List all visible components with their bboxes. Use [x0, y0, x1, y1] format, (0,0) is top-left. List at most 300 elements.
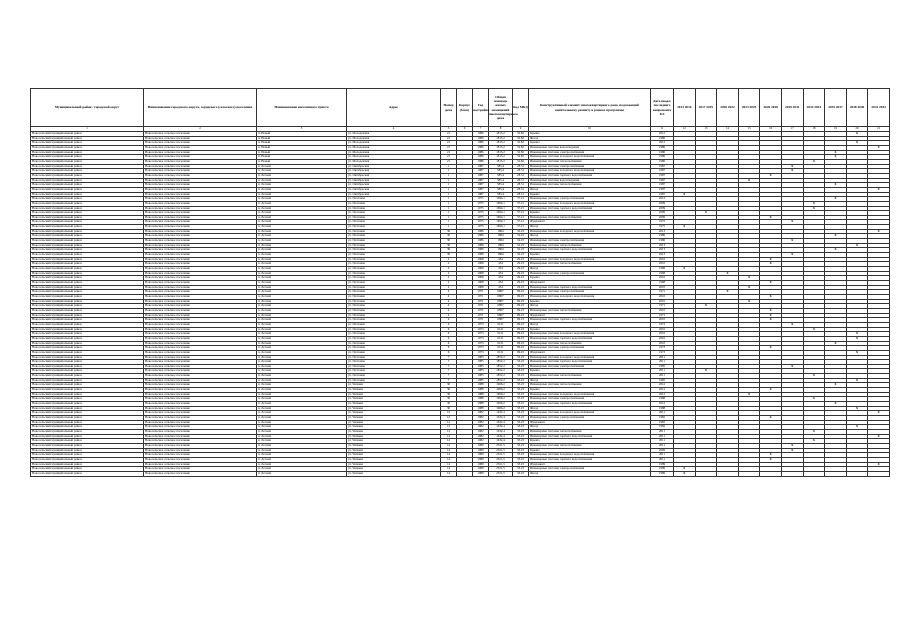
table-cell: Новосельский муниципальный район	[31, 169, 144, 174]
table-cell: Новосельский муниципальный район	[31, 453, 144, 458]
period-cell	[760, 471, 782, 476]
table-cell: 7	[441, 374, 457, 379]
table-cell: Новосельское сельское поселение	[144, 155, 257, 160]
table-cell: 6	[441, 350, 457, 355]
table-cell: 1989	[473, 453, 489, 458]
table-cell: ул. Молодежная	[347, 155, 441, 160]
column-header: Адрес	[347, 89, 441, 127]
table-cell: 2321,5	[489, 448, 513, 453]
table-cell: Инженерные системы холодного водоснабжения	[529, 229, 651, 234]
column-header: 2035 2037	[825, 89, 847, 127]
table-cell: 2	[441, 276, 457, 281]
table-cell: 2012	[651, 383, 674, 388]
table-cell: 30	[441, 243, 457, 248]
period-cell	[846, 471, 868, 476]
table-cell: 33.23	[513, 425, 529, 430]
column-header: Номер дома	[441, 89, 457, 127]
table-cell: Крыша	[529, 448, 651, 453]
table-cell: Новосельское сельское поселение	[144, 364, 257, 369]
table-cell: 1987	[473, 169, 489, 174]
header-row	[31, 89, 890, 127]
table-cell: 1971	[473, 313, 489, 318]
table-cell: Новосельское сельское поселение	[144, 406, 257, 411]
table-cell: ул. Чапаева	[347, 388, 441, 393]
table-cell: 1973	[473, 327, 489, 332]
table-cell: Инженерные системы теплоснабжения	[529, 341, 651, 346]
column-number: 12	[674, 127, 696, 132]
table-cell: Инженерные системы теплоснабжения	[529, 430, 651, 435]
table-cell: 1986	[473, 243, 489, 248]
table-cell: Новосельский муниципальный район	[31, 220, 144, 225]
period-cell: X	[846, 350, 868, 355]
table-cell: 1968	[473, 271, 489, 276]
table-cell: ул. Почтовая	[347, 234, 441, 239]
column-header: Наименование городского округа, городского (сельского) поселения	[144, 89, 257, 127]
column-number: 14	[717, 127, 739, 132]
table-cell: ул. Почтовая	[347, 350, 441, 355]
table-cell: 1975	[473, 201, 489, 206]
period-cell: X	[760, 308, 782, 313]
table-cell: 1986	[473, 136, 489, 141]
table-cell: 2010	[651, 336, 674, 341]
table-cell: 1815,2	[489, 132, 513, 137]
table-cell: Новосельский муниципальный район	[31, 467, 144, 472]
period-cell: X	[825, 248, 847, 253]
period-cell: X	[825, 150, 847, 155]
table-cell: п. Лесной	[257, 173, 347, 178]
period-cell: X	[781, 169, 803, 174]
table-cell: 1973	[473, 341, 489, 346]
table-cell: 09.23	[513, 318, 529, 323]
period-cell: X	[868, 411, 890, 416]
table-cell: 1966,2	[489, 388, 513, 393]
table-cell: Новосельское сельское поселение	[144, 434, 257, 439]
table-cell: п. Лесной	[257, 234, 347, 239]
table-cell: 6	[441, 346, 457, 351]
table-cell: 2012	[651, 197, 674, 202]
table-cell: п. Лесной	[257, 225, 347, 230]
table-cell: 2012	[651, 402, 674, 407]
table-cell: Новосельское сельское поселение	[144, 471, 257, 476]
table-cell: 1986	[651, 150, 674, 155]
table-cell: п. Лесной	[257, 281, 347, 286]
table-cell: 37.21	[513, 197, 529, 202]
table-cell: 6121	[489, 327, 513, 332]
column-number: 13	[695, 127, 717, 132]
table-cell: 28.31	[513, 178, 529, 183]
table-cell: Новосельское сельское поселение	[144, 439, 257, 444]
table-cell: 1982	[473, 420, 489, 425]
table-cell: Новосельский муниципальный район	[31, 457, 144, 462]
table-cell: Новосельское сельское поселение	[144, 243, 257, 248]
table-cell: 1986	[651, 145, 674, 150]
table-cell: п. Лесной	[257, 406, 347, 411]
table-cell: Новосельское сельское поселение	[144, 271, 257, 276]
table-cell: Новосельский муниципальный район	[31, 318, 144, 323]
table-cell: 1966,2	[489, 392, 513, 397]
table-cell: Новосельское сельское поселение	[144, 430, 257, 435]
table-cell: 6	[441, 341, 457, 346]
table-cell: 21	[441, 159, 457, 164]
table-cell: 454	[489, 281, 513, 286]
table-cell: Новосельский муниципальный район	[31, 206, 144, 211]
table-cell: 12	[441, 434, 457, 439]
table-cell: 33.23	[513, 402, 529, 407]
table-cell: Инженерные системы горячего водоснабжения	[529, 285, 651, 290]
table-cell: 2012	[651, 388, 674, 393]
table-cell: 2010	[651, 318, 674, 323]
table-cell: Новосельский муниципальный район	[31, 141, 144, 146]
period-cell: X	[674, 467, 696, 472]
table-cell: Крыша	[529, 141, 651, 146]
table-cell: п. Лесной	[257, 243, 347, 248]
table-cell: п. Лесной	[257, 257, 347, 262]
table-cell: п. Лесной	[257, 192, 347, 197]
table-cell: 1852,2	[489, 369, 513, 374]
table-cell: ул. Почтовая	[347, 364, 441, 369]
table-cell: 2321,5	[489, 457, 513, 462]
table-cell	[457, 471, 473, 476]
table-cell: 585,4	[489, 192, 513, 197]
table-cell: 1	[441, 201, 457, 206]
table-cell: Инженерные системы электроснабжения	[529, 467, 651, 472]
table-cell: 1632,4	[489, 430, 513, 435]
table-cell: 37.21	[513, 220, 529, 225]
table-cell: п. Лесной	[257, 346, 347, 351]
table-cell: 1852,2	[489, 355, 513, 360]
table-cell: Крыша	[529, 192, 651, 197]
table-cell: 2	[441, 271, 457, 276]
table-cell: 29.23	[513, 262, 529, 267]
table-cell: 12	[441, 411, 457, 416]
table-cell: 1982	[473, 425, 489, 430]
table-cell: Новосельское сельское поселение	[144, 276, 257, 281]
table-cell: Новосельское сельское поселение	[144, 392, 257, 397]
table-cell: ул. Почтовая	[347, 225, 441, 230]
period-cell	[868, 471, 890, 476]
table-cell: Новосельский муниципальный район	[31, 281, 144, 286]
table-cell: 2321,5	[489, 462, 513, 467]
table-cell: п. Лесной	[257, 187, 347, 192]
table-cell: Фундамент	[529, 313, 651, 318]
table-cell: 2011	[651, 430, 674, 435]
table-cell: Новосельское сельское поселение	[144, 197, 257, 202]
table-cell: п. Лесной	[257, 434, 347, 439]
table-cell: 33.23	[513, 360, 529, 365]
table-cell: 14	[441, 457, 457, 462]
table-cell: ул. Чапаева	[347, 467, 441, 472]
table-cell: Новосельский муниципальный район	[31, 308, 144, 313]
table-cell: 1982	[473, 416, 489, 421]
table-cell: 14	[441, 453, 457, 458]
table-cell: 454	[489, 271, 513, 276]
table-cell: 1986	[473, 150, 489, 155]
table-cell: 1971	[473, 308, 489, 313]
period-cell: X	[825, 197, 847, 202]
table-cell: ул. Чапаева	[347, 453, 441, 458]
table-cell: 32.23	[513, 229, 529, 234]
table-cell: 2009	[651, 448, 674, 453]
table-cell: 1975	[473, 197, 489, 202]
table-cell: 1987	[651, 183, 674, 188]
table-cell: 1982	[651, 416, 674, 421]
period-cell	[803, 471, 825, 476]
table-cell: Инженерные системы холодного водоснабжения	[529, 257, 651, 262]
table-cell: Крыша	[529, 253, 651, 258]
table-cell: ул. Почтовая	[347, 276, 441, 281]
period-cell: X	[868, 229, 890, 234]
table-cell: 1	[441, 220, 457, 225]
table-cell: 6807	[489, 304, 513, 309]
period-cell	[738, 471, 760, 476]
table-cell: 1985	[473, 355, 489, 360]
table-cell: 1694,1	[489, 197, 513, 202]
table-cell: ул. Почтовая	[347, 248, 441, 253]
table-cell: 1632,4	[489, 420, 513, 425]
table-cell: Инженерные системы электроснабжения	[529, 346, 651, 351]
column-number: 4	[347, 127, 441, 132]
table-cell: Фундамент	[529, 350, 651, 355]
period-cell: X	[760, 388, 782, 393]
table-cell: п. Лесной	[257, 420, 347, 425]
table-cell: 33.23	[513, 439, 529, 444]
table-cell: 1988	[473, 397, 489, 402]
table-cell: Новосельский муниципальный район	[31, 313, 144, 318]
table-cell: Инженерные системы электроснабжения	[529, 271, 651, 276]
table-cell: 09.23	[513, 304, 529, 309]
period-cell: X	[760, 457, 782, 462]
table-cell: Новосельский муниципальный район	[31, 239, 144, 244]
table-cell: Фасад	[529, 425, 651, 430]
table-cell: 1852,2	[489, 374, 513, 379]
table-cell: 33.23	[513, 369, 529, 374]
table-cell: Новосельское сельское поселение	[144, 416, 257, 421]
table-cell: 32.23	[513, 248, 529, 253]
table-cell: Новосельский муниципальный район	[31, 355, 144, 360]
table-cell: п. Лесной	[257, 271, 347, 276]
table-cell: 21	[441, 141, 457, 146]
table-cell: 14	[441, 462, 457, 467]
table-cell: 33.23	[513, 457, 529, 462]
table-cell: 12	[441, 420, 457, 425]
table-cell: 1985	[473, 360, 489, 365]
table-cell: ул. Почтовая	[347, 285, 441, 290]
table-cell: 6	[441, 332, 457, 337]
table-cell: ул. Почтовая	[347, 304, 441, 309]
table-cell: 12	[441, 425, 457, 430]
table-cell: Новосельское сельское поселение	[144, 383, 257, 388]
table-cell: п. Новый	[257, 132, 347, 137]
table-cell: ул. Чапаева	[347, 439, 441, 444]
table-cell: Инженерные системы холодного водоснабжения	[529, 355, 651, 360]
column-number: 16	[760, 127, 782, 132]
table-cell: ул. Почтовая	[347, 294, 441, 299]
table-cell: 1975	[473, 206, 489, 211]
table-cell: 1815,2	[489, 155, 513, 160]
table-cell: 14	[441, 443, 457, 448]
table-cell: ул. Почтовая	[347, 257, 441, 262]
table-cell: ул. Почтовая	[347, 290, 441, 295]
period-cell: X	[760, 318, 782, 323]
column-header: Общая площадь жилых помещений многоквартирного дома	[489, 89, 513, 127]
table-cell: п. Лесной	[257, 471, 347, 476]
table-cell: Новосельское сельское поселение	[144, 336, 257, 341]
table-cell: 33.23	[513, 392, 529, 397]
table-cell: Фасад	[529, 322, 651, 327]
period-cell: X	[781, 239, 803, 244]
table-cell: Новосельское сельское поселение	[144, 253, 257, 258]
table-cell: Инженерные системы теплоснабжения	[529, 183, 651, 188]
table-cell: 6	[441, 327, 457, 332]
table-cell: Новосельский муниципальный район	[31, 360, 144, 365]
table-cell: 32.82	[513, 145, 529, 150]
table-cell: 1987	[473, 187, 489, 192]
table-cell: Новосельский муниципальный район	[31, 225, 144, 230]
table-cell: Новосельский муниципальный район	[31, 443, 144, 448]
table-cell: 29.23	[513, 281, 529, 286]
table-cell: Новосельский муниципальный район	[31, 201, 144, 206]
table-cell: 1982	[473, 411, 489, 416]
table-row	[31, 471, 890, 476]
table-cell: Новосельский муниципальный район	[31, 397, 144, 402]
table-cell: Новосельское сельское поселение	[144, 290, 257, 295]
period-cell: X	[781, 164, 803, 169]
table-cell: 09.23	[513, 346, 529, 351]
table-cell: 28.31	[513, 164, 529, 169]
table-cell: 28.31	[513, 192, 529, 197]
table-cell: 6807	[489, 308, 513, 313]
table-cell: Инженерные системы холодного водоснабжения	[529, 169, 651, 174]
table-cell: Новосельское сельское поселение	[144, 211, 257, 216]
table-cell: Новосельское сельское поселение	[144, 453, 257, 458]
table-cell: 1985	[473, 369, 489, 374]
table-cell: 29.23	[513, 267, 529, 272]
column-header: 2029 2031	[781, 89, 803, 127]
table-cell: Новосельское сельское поселение	[144, 132, 257, 137]
table-cell: 1988	[473, 383, 489, 388]
table-cell: 1815,2	[489, 145, 513, 150]
table-cell: 2011	[651, 369, 674, 374]
table-cell: Инженерные системы горячего водоснабжения	[529, 318, 651, 323]
table-cell: 28.31	[513, 183, 529, 188]
table-cell: 1987	[473, 183, 489, 188]
table-cell: Фасад	[529, 267, 651, 272]
period-cell: X	[803, 397, 825, 402]
table-cell: Новосельский муниципальный район	[31, 402, 144, 407]
table-cell: 1987	[473, 173, 489, 178]
table-cell: 1968	[473, 257, 489, 262]
table-cell: Новосельское сельское поселение	[144, 397, 257, 402]
table-cell: 2009	[651, 211, 674, 216]
period-cell: X	[846, 336, 868, 341]
table-cell: 1986	[651, 159, 674, 164]
table-cell: Новосельский муниципальный район	[31, 145, 144, 150]
table-cell: 1973	[651, 346, 674, 351]
table-cell: 1973	[651, 322, 674, 327]
table-cell: 14	[441, 448, 457, 453]
table-cell: 09.23	[513, 322, 529, 327]
table-cell: ул. Октябрьская	[347, 173, 441, 178]
table-cell: 1694,1	[489, 211, 513, 216]
table-cell: 1968	[473, 281, 489, 286]
table-cell: 454	[489, 285, 513, 290]
table-cell: Инженерные системы горячего водоснабжения	[529, 248, 651, 253]
table-cell: 30	[441, 406, 457, 411]
table-cell: 2010	[651, 285, 674, 290]
table-cell: Новосельский муниципальный район	[31, 462, 144, 467]
table-cell: 2321,5	[489, 443, 513, 448]
table-cell: 1968	[651, 271, 674, 276]
table-cell: 454	[489, 257, 513, 262]
table-cell: 1975	[651, 220, 674, 225]
column-header: Код МКД	[513, 89, 529, 127]
table-cell: 2010	[651, 276, 674, 281]
period-cell: X	[781, 322, 803, 327]
table-cell: ул. Почтовая	[347, 243, 441, 248]
table-cell: Новосельский муниципальный район	[31, 364, 144, 369]
table-cell: 33.23	[513, 416, 529, 421]
table-cell: 1987	[651, 187, 674, 192]
table-cell: 1975	[473, 215, 489, 220]
table-cell: 1986	[651, 155, 674, 160]
table-cell: 6807	[489, 318, 513, 323]
table-cell: 1968	[651, 281, 674, 286]
table-cell: п. Лесной	[257, 183, 347, 188]
table-cell: 2012	[651, 132, 674, 137]
table-cell: п. Лесной	[257, 397, 347, 402]
table-cell: 1985	[651, 364, 674, 369]
period-cell: X	[846, 243, 868, 248]
table-cell: ул. Почтовая	[347, 299, 441, 304]
table-cell: Новосельское сельское поселение	[144, 192, 257, 197]
table-cell: Фасад	[529, 234, 651, 239]
table-cell: Инженерные системы холодного водоснабжения	[529, 201, 651, 206]
table-cell: Новосельский муниципальный район	[31, 150, 144, 155]
table-cell: 32.23	[513, 239, 529, 244]
table-cell: Новосельский муниципальный район	[31, 346, 144, 351]
table-cell: 32.23	[513, 253, 529, 258]
table-cell: п. Лесной	[257, 294, 347, 299]
table-cell: 2010	[651, 262, 674, 267]
table-cell: п. Новый	[257, 136, 347, 141]
table-cell: п. Лесной	[257, 457, 347, 462]
table-cell: Фундамент	[529, 462, 651, 467]
table-cell: 7	[441, 378, 457, 383]
table-cell: 1973	[473, 346, 489, 351]
table-cell: Новосельский муниципальный район	[31, 229, 144, 234]
table-cell: 6121	[489, 332, 513, 337]
table-cell: Новосельский муниципальный район	[31, 276, 144, 281]
table-cell: п. Лесной	[257, 197, 347, 202]
table-cell: Новосельский муниципальный район	[31, 434, 144, 439]
table-cell: Новосельский муниципальный район	[31, 257, 144, 262]
table-cell: п. Лесной	[257, 350, 347, 355]
table-cell: 21	[441, 150, 457, 155]
table-cell: 2013	[651, 229, 674, 234]
table-cell: п. Лесной	[257, 239, 347, 244]
table-cell: 1987	[473, 192, 489, 197]
table-cell: 1632,4	[489, 411, 513, 416]
table-cell: ул. Почтовая	[347, 281, 441, 286]
table-cell: 28.31	[513, 173, 529, 178]
table-cell: 6807	[489, 299, 513, 304]
table-cell: Инженерные системы холодного водоснабжения	[529, 411, 651, 416]
table-cell: 1975	[651, 225, 674, 230]
table-cell: ул. Молодежная	[347, 141, 441, 146]
period-cell: X	[803, 159, 825, 164]
period-cell: X	[760, 346, 782, 351]
table-cell: ул. Чапаева	[347, 448, 441, 453]
